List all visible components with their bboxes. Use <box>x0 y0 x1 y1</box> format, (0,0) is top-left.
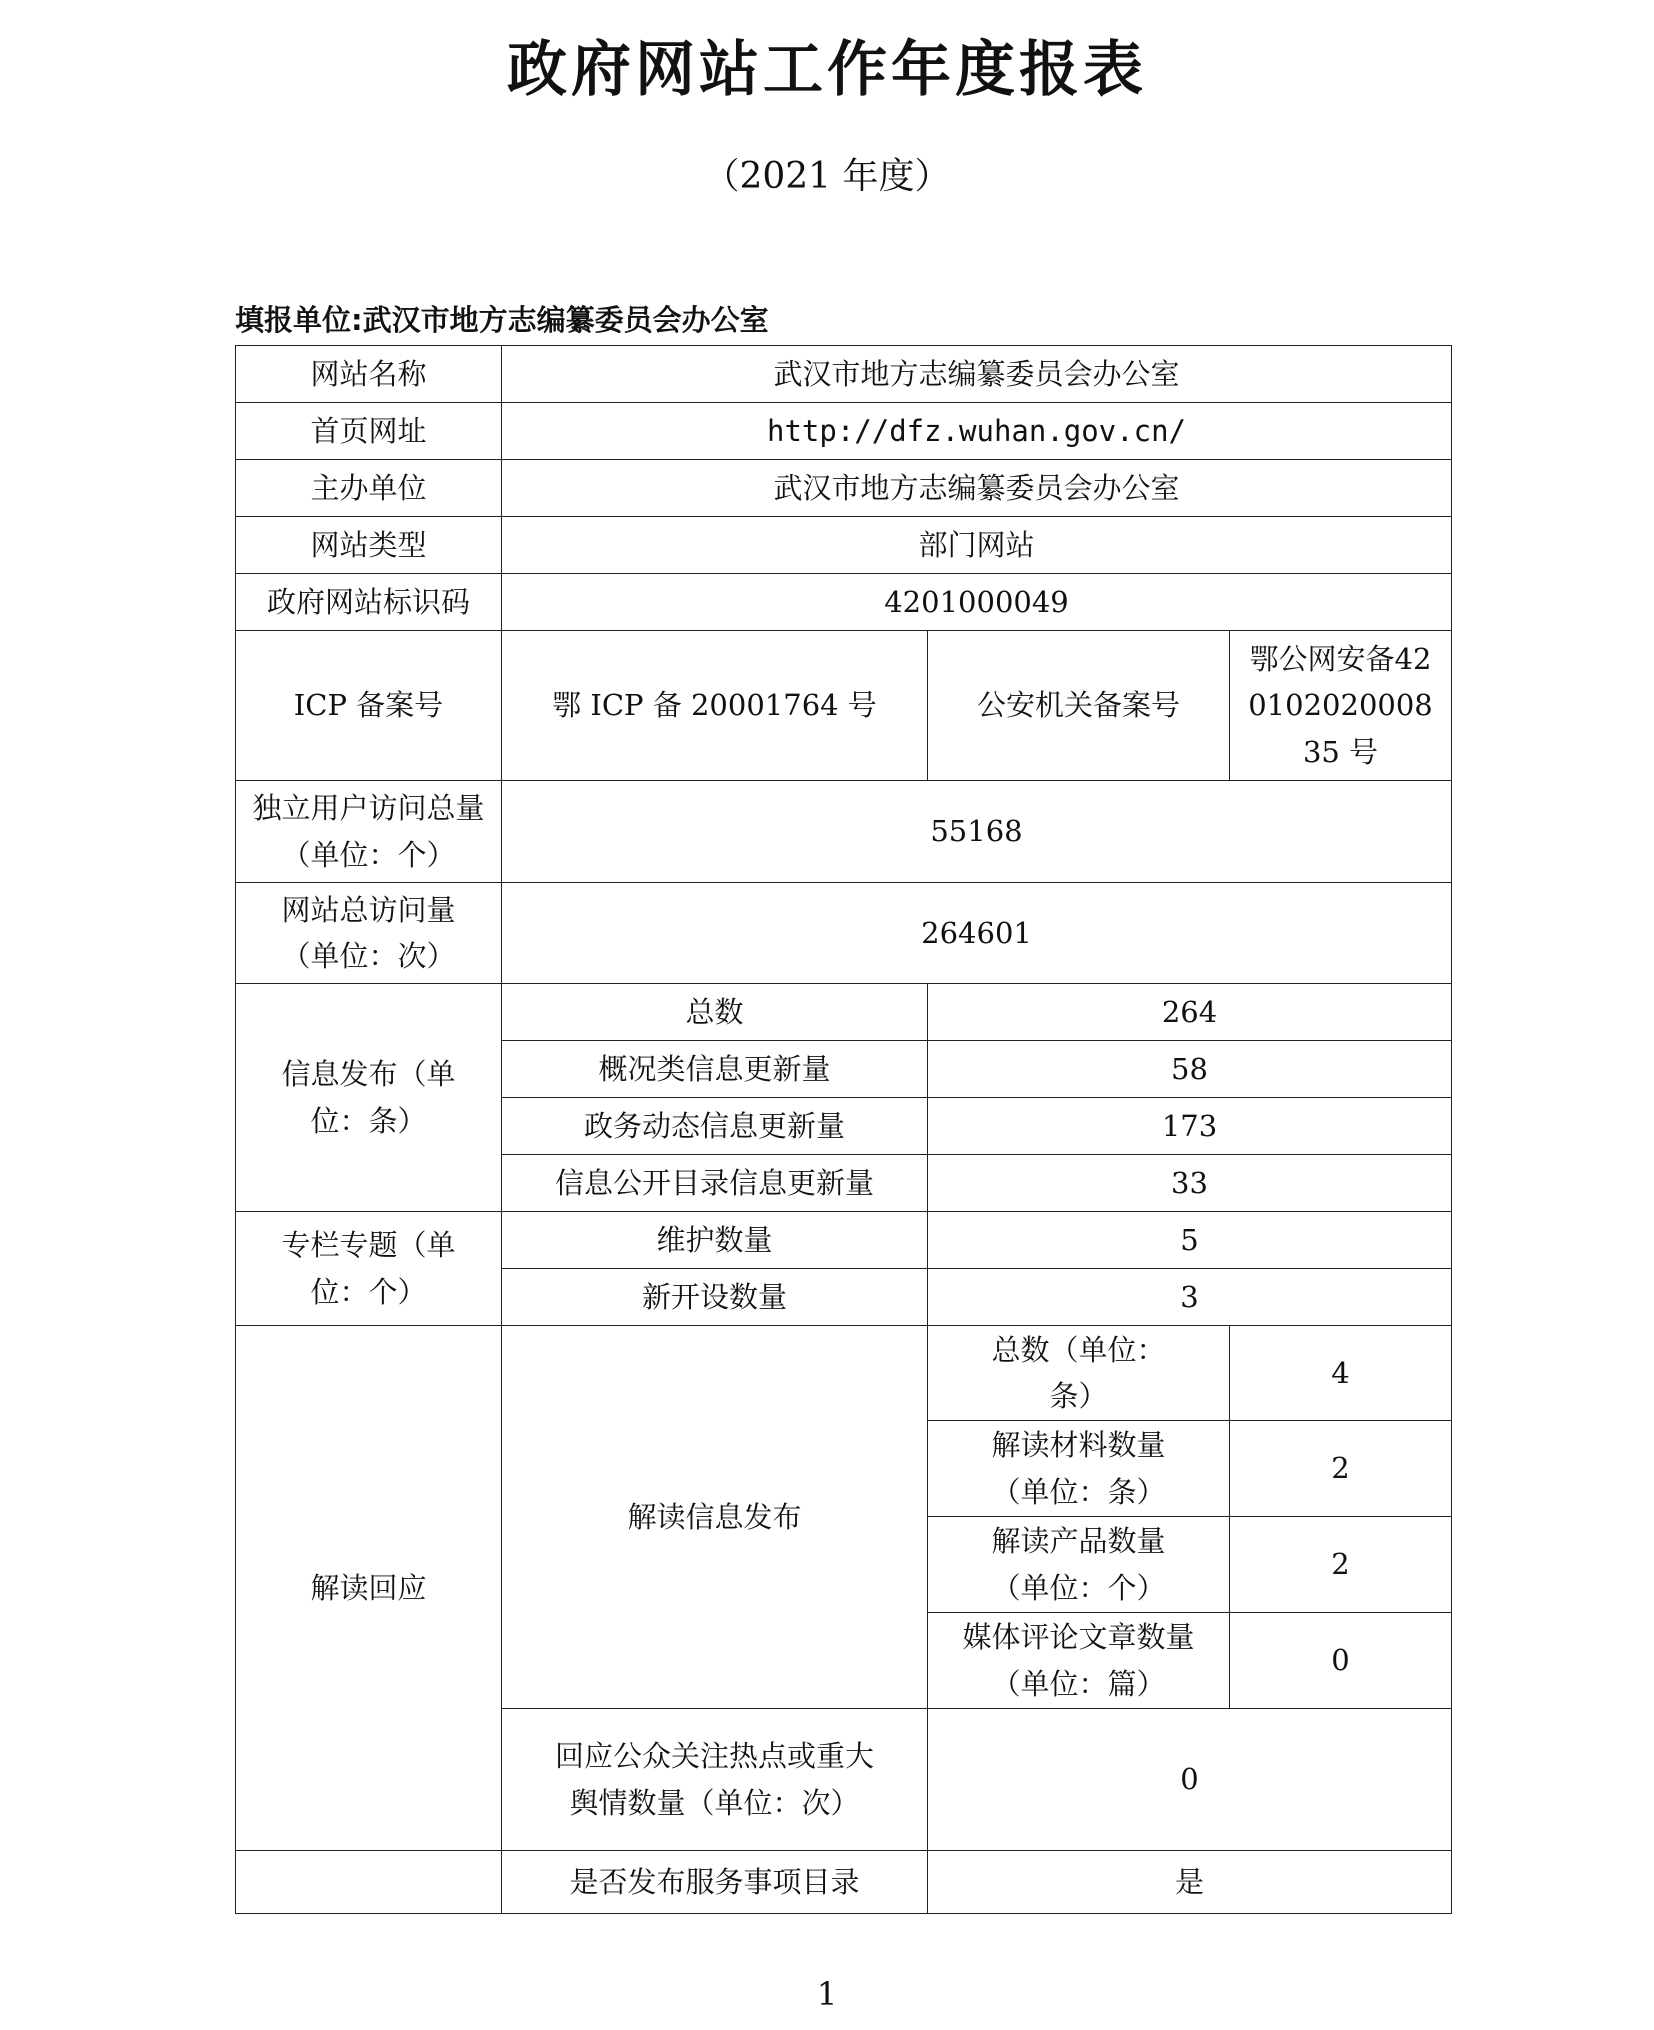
info-release-item-value: 173 <box>928 1098 1452 1155</box>
sponsor-value: 武汉市地方志编纂委员会办公室 <box>502 460 1452 517</box>
info-release-item-label: 总数 <box>502 984 928 1041</box>
columns-item-value: 5 <box>928 1212 1452 1269</box>
total-visits-value: 264601 <box>502 883 1452 984</box>
sponsor-label: 主办单位 <box>236 460 502 517</box>
police-record-value: 鄂公网安备42010202000835 号 <box>1230 631 1452 781</box>
interpretation-release-label: 解读信息发布 <box>502 1326 928 1709</box>
interpretation-item-value: 0 <box>1230 1613 1452 1709</box>
info-release-item-value: 33 <box>928 1155 1452 1212</box>
service-catalog-label: 是否发布服务事项目录 <box>502 1851 928 1914</box>
interpretation-item-value: 4 <box>1230 1326 1452 1421</box>
hotspot-response-label: 回应公众关注热点或重大舆情数量（单位：次） <box>502 1709 928 1851</box>
columns-item-value: 3 <box>928 1269 1452 1326</box>
columns-item-label: 维护数量 <box>502 1212 928 1269</box>
info-release-item-value: 264 <box>928 984 1452 1041</box>
site-type-label: 网站类型 <box>236 517 502 574</box>
info-release-item-label: 概况类信息更新量 <box>502 1041 928 1098</box>
empty-cell <box>236 1851 502 1914</box>
info-release-item-label: 信息公开目录信息更新量 <box>502 1155 928 1212</box>
site-id-label: 政府网站标识码 <box>236 574 502 631</box>
total-visits-label: 网站总访问量（单位：次） <box>236 883 502 984</box>
interpretation-item-label: 解读材料数量（单位：条） <box>928 1421 1230 1517</box>
homepage-url-label: 首页网址 <box>236 403 502 460</box>
interpretation-item-label: 解读产品数量（单位：个） <box>928 1517 1230 1613</box>
info-release-label: 信息发布（单位：条） <box>236 984 502 1212</box>
report-title: 政府网站工作年度报表 <box>507 35 1147 105</box>
icp-value: 鄂 ICP 备 20001764 号 <box>502 631 928 781</box>
site-id-value: 4201000049 <box>502 574 1452 631</box>
site-name-value: 武汉市地方志编纂委员会办公室 <box>502 346 1452 403</box>
site-type-value: 部门网站 <box>502 517 1452 574</box>
interpretation-item-label: 媒体评论文章数量（单位：篇） <box>928 1613 1230 1709</box>
hotspot-response-value: 0 <box>928 1709 1452 1851</box>
interpretation-item-value: 2 <box>1230 1517 1452 1613</box>
interpretation-item-value: 2 <box>1230 1421 1452 1517</box>
site-name-label: 网站名称 <box>236 346 502 403</box>
info-release-item-value: 58 <box>928 1041 1452 1098</box>
interpretation-item-label: 总数（单位：条） <box>928 1326 1230 1421</box>
homepage-url-value: http://dfz.wuhan.gov.cn/ <box>502 403 1452 460</box>
page-number: 1 <box>816 1975 838 2013</box>
columns-item-label: 新开设数量 <box>502 1269 928 1326</box>
report-table <box>235 345 1452 1914</box>
service-catalog-value: 是 <box>928 1851 1452 1914</box>
police-record-label: 公安机关备案号 <box>928 631 1230 781</box>
report-year: （2021 年度） <box>703 156 951 197</box>
info-release-item-label: 政务动态信息更新量 <box>502 1098 928 1155</box>
interpretation-label: 解读回应 <box>236 1326 502 1851</box>
columns-label: 专栏专题（单位：个） <box>236 1212 502 1326</box>
filler-unit: 填报单位:武汉市地方志编纂委员会办公室 <box>235 303 769 337</box>
unique-visitors-label: 独立用户访问总量（单位：个） <box>236 781 502 883</box>
icp-label: ICP 备案号 <box>236 631 502 781</box>
unique-visitors-value: 55168 <box>502 781 1452 883</box>
